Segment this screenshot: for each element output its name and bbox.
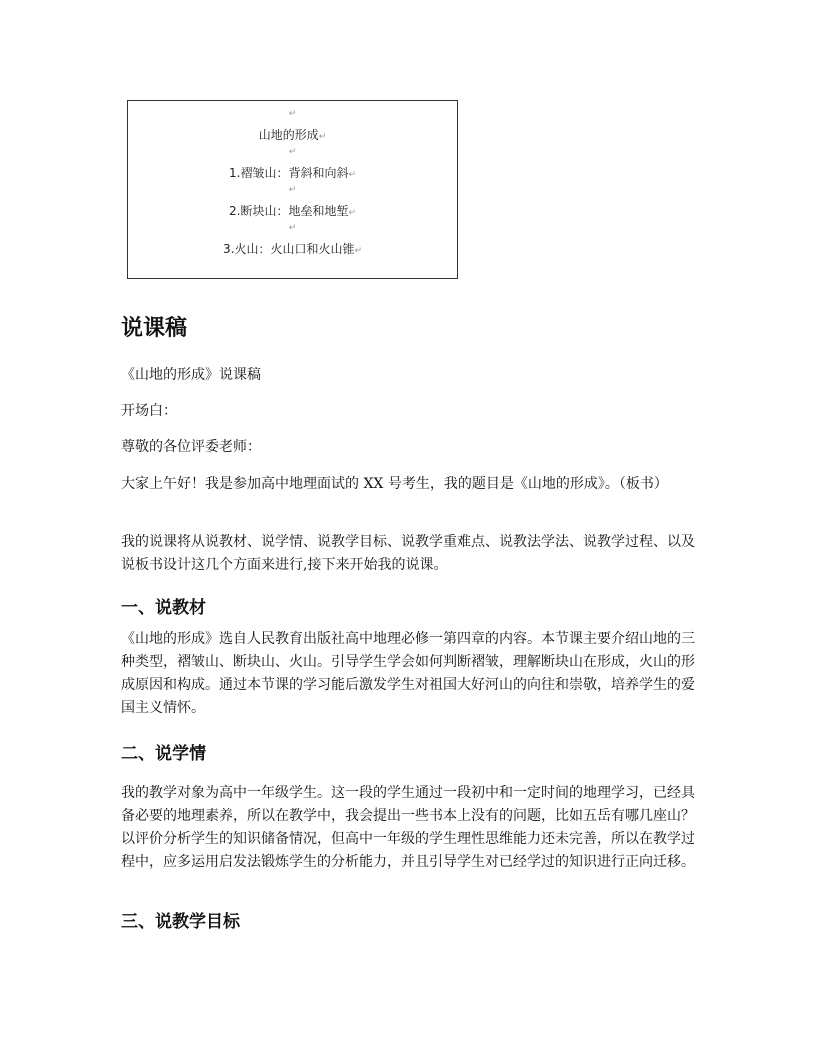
section-heading: 二、说学情 xyxy=(121,744,206,764)
section-heading: 一、说教材 xyxy=(121,598,206,618)
paragraph-mark-icon: ↵ xyxy=(288,109,297,119)
board-line: 2.断块山：地垒和地堑↵ xyxy=(229,204,356,218)
page-title: 说课稿 xyxy=(121,316,188,341)
paragraph-mark-icon: ↵ xyxy=(348,208,356,218)
board-line: 1.褶皱山：背斜和向斜↵ xyxy=(229,166,356,180)
section-heading: 三、说教学目标 xyxy=(121,912,240,932)
doc-subtitle: 《山地的形成》说课稿 xyxy=(121,367,261,383)
paragraph-mark-icon: ↵ xyxy=(354,246,362,256)
paragraph-mark-icon: ↵ xyxy=(318,132,327,142)
board-line: 3.火山：火山口和火山锥↵ xyxy=(223,242,362,256)
paragraph-mark-icon: ↵ xyxy=(288,147,297,157)
greeting: 尊敬的各位评委老师： xyxy=(121,439,261,455)
paragraph-mark-icon: ↵ xyxy=(288,223,297,233)
board-design-box xyxy=(127,100,458,279)
section-body: 《山地的形成》选自人民教育出版社高中地理必修一第四章的内容。本节课主要介绍山地的三种类型，褶皱山、断块山、火山。引导学生学会如何判断褶皱，理解断块山在形成，火山的形成原因和构成。通过本节课的学习能后激发学生对祖国大好河山的向往和崇敬，培养学生的爱国主义情怀。 xyxy=(121,631,695,716)
section-body: 我的教学对象为高中一年级学生。这一段的学生通过一段初中和一定时间的地理学习，已经具备必要的地理素养，所以在教学中，我会提出一些书本上没有的问题，比如五岳有哪几座山？以评价分析学生的知识储备情况，但高中一年级的学生理性思维能力还未完善，所以在教学过程中，应多运用启发法锻炼学生的分析能力，并且引导学生对已经学过的知识进行正向迁移。 xyxy=(121,785,695,870)
paragraph-mark-icon: ↵ xyxy=(348,170,356,180)
board-title: 山地的形成↵ xyxy=(258,128,327,142)
paragraph-mark-icon: ↵ xyxy=(288,185,297,195)
intro-paragraph: 大家上午好！我是参加高中地理面试的 XX 号考生，我的题目是《山地的形成》。（板书） xyxy=(121,476,668,492)
opening-label: 开场白： xyxy=(121,403,177,419)
overview-paragraph: 我的说课将从说教材、说学情、说教学目标、说教学重难点、说教法学法、说教学过程、以及说板书设计这几个方面来进行,接下来开始我的说课。 xyxy=(121,534,695,573)
